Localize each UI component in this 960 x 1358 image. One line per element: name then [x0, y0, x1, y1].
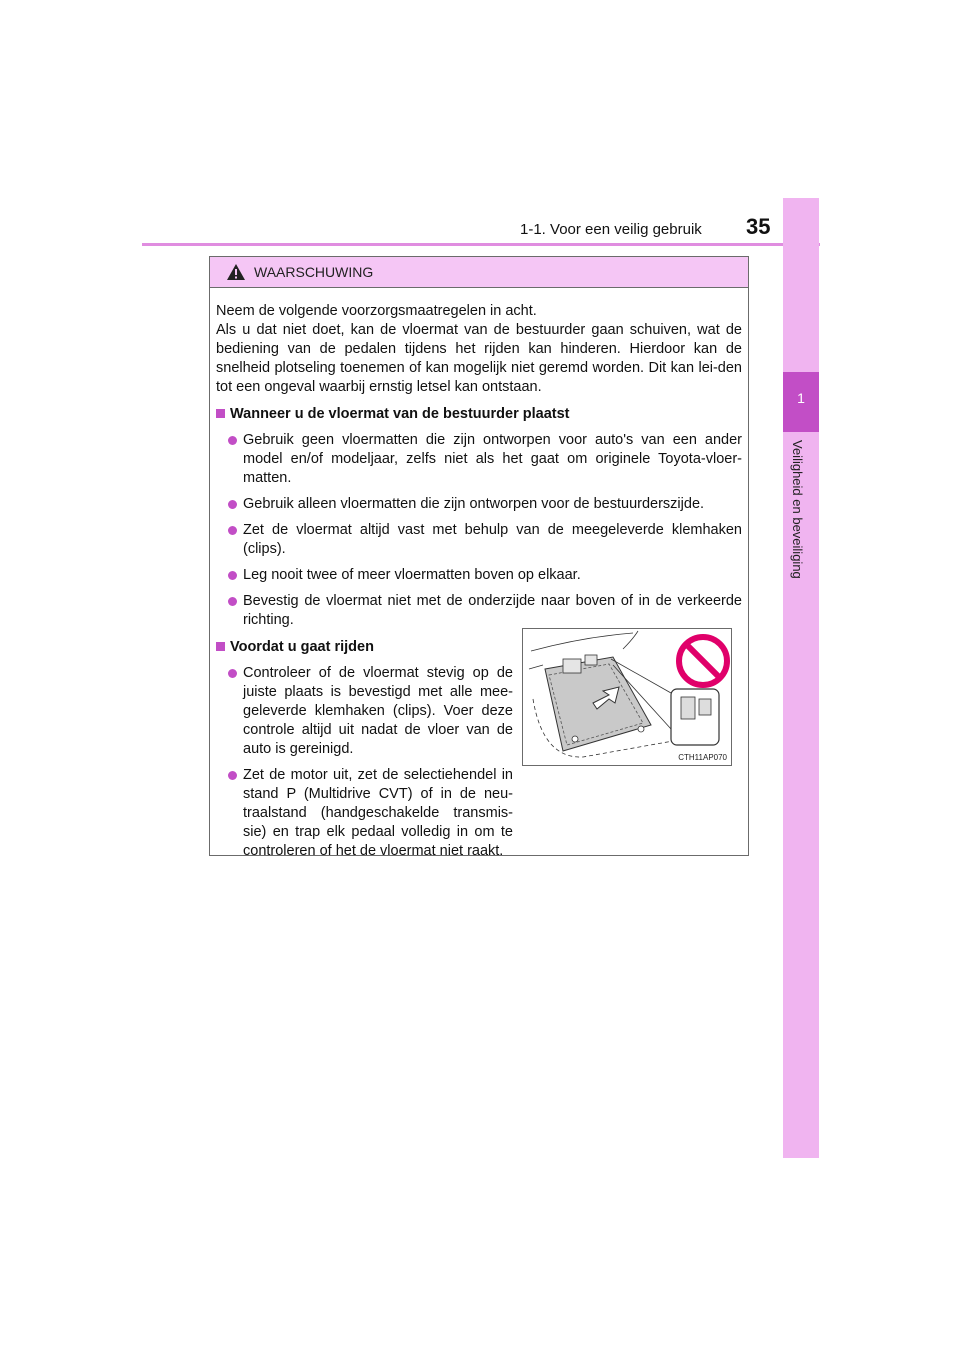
section-title: Wanneer u de vloermat van de bestuurder plaatst [216, 405, 742, 424]
header-rule [142, 243, 820, 246]
list-item: Controleer of de vloermat stevig op de juiste plaats is bevestigd met alle mee-geleverde klemhaken (clips). Voer deze controle altijd uit nadat de vloer van de auto is gereinigd. [228, 664, 513, 759]
warning-content [216, 302, 742, 861]
figure-code: CTH11AP070 [678, 753, 727, 762]
bullet-dot-icon [228, 571, 237, 580]
warning-triangle-icon [226, 263, 246, 281]
chapter-side-tab [783, 198, 819, 1158]
bullet-dot-icon [228, 669, 237, 678]
floor-mat-illustration [522, 628, 732, 766]
list-item: Zet de motor uit, zet de selectiehendel in stand P (Multidrive CVT) of in de neu-traalstand (handgeschakelde transmis-sie) en trap elk pedaal volledig in om te controleren of het de vloermat niet raakt. [228, 766, 513, 861]
intro-paragraph: Als u dat niet doet, kan de vloermat van de bestuurder gaan schuiven, wat de bediening van de pedalen tijdens het rijden kan hinderen. Hierdoor kan de snelheid plotseling toenemen of kan mogelijk niet geremd worden. Dit kan lei-den tot een ongeval waarbij ernstig letsel kan ontstaan. [216, 322, 742, 395]
floor-mat-drawing [523, 629, 731, 765]
list-item: Zet de vloermat altijd vast met behulp van de meegeleverde klemhaken (clips). [228, 521, 742, 559]
bullet-dot-icon [228, 597, 237, 606]
list-item: Bevestig de vloermat niet met de onderzijde naar boven of in de verkeerde richting. [228, 592, 742, 630]
page-number: 35 [746, 214, 771, 239]
bullet-dot-icon [228, 436, 237, 445]
warning-header [210, 257, 748, 288]
warning-label: WAARSCHUWING [254, 264, 374, 280]
warning-box [209, 256, 749, 859]
bullet-dot-icon [228, 526, 237, 535]
bullet-dot-icon [228, 500, 237, 509]
list-item: Gebruik alleen vloermatten die zijn ontworpen voor de bestuurderszijde. [228, 495, 742, 514]
section-title: Voordat u gaat rijden [216, 638, 742, 657]
chapter-number: 1 [797, 390, 805, 406]
list-item: Leg nooit twee of meer vloermatten boven op elkaar. [228, 566, 742, 585]
chapter-label: Veiligheid en beveiliging [790, 440, 805, 579]
section-square-icon [216, 642, 225, 651]
section-square-icon [216, 409, 225, 418]
intro-line: Neem de volgende voorzorgsmaatregelen in acht. [216, 303, 537, 319]
running-header-title: 1-1. Voor een veilig gebruik [520, 221, 702, 238]
list-item: Gebruik geen vloermatten die zijn ontworpen voor auto's van een ander model en/of modeljaar, zelfs niet als het gaat om originele Toyota-vloer-matten. [228, 431, 742, 488]
bullet-dot-icon [228, 771, 237, 780]
